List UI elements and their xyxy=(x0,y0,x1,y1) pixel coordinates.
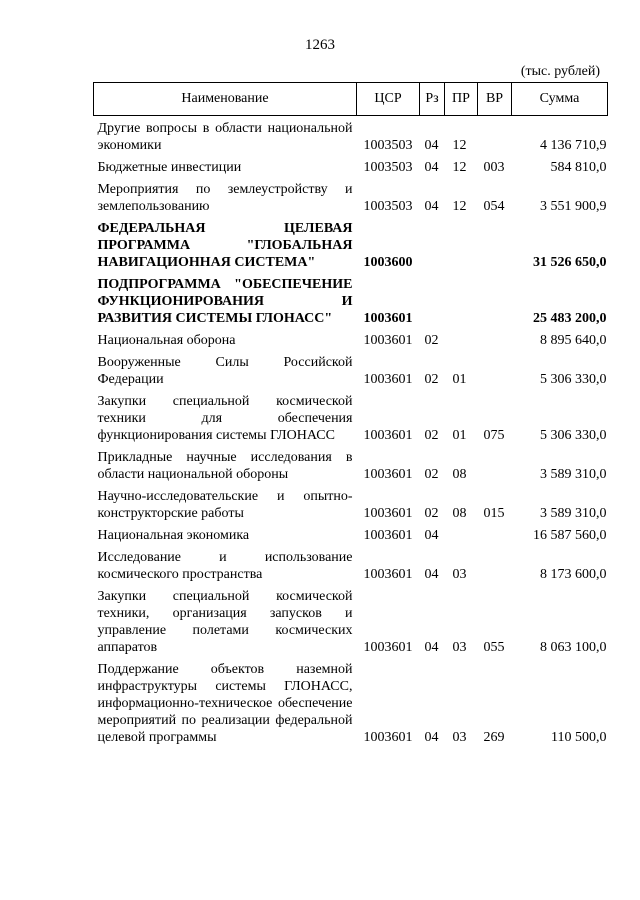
row-vr xyxy=(478,449,512,488)
row-vr xyxy=(478,354,512,393)
row-pr: 12 xyxy=(452,138,467,153)
row-rz xyxy=(420,220,445,276)
row-sum: 16 587 560,0 xyxy=(533,528,607,543)
row-name: ФЕДЕРАЛЬНАЯ ЦЕЛЕВАЯ ПРОГРАММА "ГЛОБАЛЬНАЯ НАВИГАЦИОННАЯ СИСТЕМА" xyxy=(97,221,353,270)
header-name: Наименование xyxy=(94,83,357,116)
row-pr: 12 xyxy=(452,160,467,175)
table-row xyxy=(94,588,608,661)
row-vr xyxy=(478,549,512,588)
row-rz: 02 xyxy=(424,428,439,443)
page-number: 1263 xyxy=(305,37,335,53)
row-sum: 110 500,0 xyxy=(551,730,607,745)
table-row xyxy=(94,116,608,160)
table-row-program xyxy=(94,220,608,276)
row-csr: 1003601 xyxy=(363,640,413,655)
row-name: Другие вопросы в области национальной экономики xyxy=(97,121,353,153)
row-sum: 25 483 200,0 xyxy=(533,311,607,326)
row-name: Исследование и использование космического пространства xyxy=(97,550,353,582)
row-csr: 1003601 xyxy=(363,567,413,582)
row-csr: 1003601 xyxy=(363,372,413,387)
table-body xyxy=(94,116,608,752)
row-csr: 1003503 xyxy=(363,138,413,153)
row-name: Национальная оборона xyxy=(97,333,236,348)
row-vr xyxy=(478,276,512,332)
row-sum: 5 306 330,0 xyxy=(540,372,607,387)
row-sum: 584 810,0 xyxy=(550,160,607,175)
row-rz: 02 xyxy=(424,333,439,348)
row-csr: 1003601 xyxy=(363,333,413,348)
row-pr: 01 xyxy=(452,372,467,387)
table-row xyxy=(94,549,608,588)
row-csr: 1003601 xyxy=(363,528,413,543)
row-name: Поддержание объектов наземной инфраструктуры системы ГЛОНАСС, информационно-техническое обеспечение мероприятий по реализации федеральной целевой программы xyxy=(97,662,353,745)
row-sum: 8 173 600,0 xyxy=(540,567,607,582)
row-sum: 3 551 900,9 xyxy=(540,199,607,214)
row-csr: 1003601 xyxy=(363,428,413,443)
row-pr xyxy=(445,276,478,332)
row-pr xyxy=(445,332,478,354)
header-csr: ЦСР xyxy=(357,83,420,116)
row-name: Вооруженные Силы Российской Федерации xyxy=(97,355,353,387)
table-row xyxy=(94,449,608,488)
row-rz: 04 xyxy=(424,640,439,655)
table-row xyxy=(94,332,608,354)
row-pr: 08 xyxy=(452,506,467,521)
row-csr: 1003601 xyxy=(363,506,413,521)
table-row xyxy=(94,393,608,449)
row-pr: 03 xyxy=(452,730,467,745)
row-vr: 269 xyxy=(483,730,505,745)
row-csr: 1003600 xyxy=(363,255,413,270)
row-sum: 5 306 330,0 xyxy=(540,428,607,443)
table-row xyxy=(94,159,608,181)
row-rz: 02 xyxy=(424,467,439,482)
row-rz: 04 xyxy=(424,160,439,175)
table-row xyxy=(94,181,608,220)
row-pr xyxy=(445,220,478,276)
row-rz: 04 xyxy=(424,138,439,153)
row-name: Закупки специальной космической техники, организация запусков и управление полетами космических аппаратов xyxy=(97,589,353,655)
units-label: (тыс. рублей) xyxy=(520,64,600,79)
row-pr: 12 xyxy=(452,199,467,214)
row-vr xyxy=(478,116,512,160)
row-name: Бюджетные инвестиции xyxy=(97,160,242,175)
row-vr: 054 xyxy=(483,199,505,214)
row-name: Мероприятия по землеустройству и землепользованию xyxy=(97,182,353,214)
row-sum: 31 526 650,0 xyxy=(533,255,607,270)
row-rz: 04 xyxy=(424,567,439,582)
row-rz: 04 xyxy=(424,199,439,214)
row-csr: 1003601 xyxy=(363,467,413,482)
row-sum: 8 895 640,0 xyxy=(540,333,607,348)
row-csr: 1003601 xyxy=(363,311,413,326)
row-name: Закупки специальной космической техники для обеспечения функционирования системы ГЛОНАСС xyxy=(97,394,353,443)
row-name: Прикладные научные исследования в области национальной обороны xyxy=(97,450,353,482)
row-pr xyxy=(445,527,478,549)
table-row xyxy=(94,354,608,393)
row-rz: 02 xyxy=(424,372,439,387)
row-rz xyxy=(420,276,445,332)
table-row xyxy=(94,527,608,549)
row-csr: 1003503 xyxy=(363,160,413,175)
row-rz: 02 xyxy=(424,506,439,521)
row-csr: 1003601 xyxy=(363,730,413,745)
row-vr xyxy=(478,527,512,549)
header-rz: Рз xyxy=(420,83,445,116)
table-header xyxy=(94,83,608,116)
row-vr xyxy=(478,332,512,354)
row-pr: 01 xyxy=(452,428,467,443)
row-pr: 03 xyxy=(452,640,467,655)
row-name: Научно-исследовательские и опытно-конструкторские работы xyxy=(97,489,353,521)
header-vr: ВР xyxy=(478,83,512,116)
row-sum: 3 589 310,0 xyxy=(540,467,607,482)
row-vr: 075 xyxy=(483,428,505,443)
table-row xyxy=(94,488,608,527)
row-pr: 08 xyxy=(452,467,467,482)
row-vr: 015 xyxy=(483,506,505,521)
row-name: Национальная экономика xyxy=(97,528,250,543)
row-rz: 04 xyxy=(424,528,439,543)
row-vr: 055 xyxy=(483,640,505,655)
row-rz: 04 xyxy=(424,730,439,745)
row-sum: 8 063 100,0 xyxy=(540,640,607,655)
row-pr: 03 xyxy=(452,567,467,582)
header-sum: Сумма xyxy=(512,83,608,116)
row-csr: 1003503 xyxy=(363,199,413,214)
budget-table xyxy=(93,82,608,751)
table-row-subprogram xyxy=(94,276,608,332)
table-row xyxy=(94,661,608,751)
row-name: ПОДПРОГРАММА "ОБЕСПЕЧЕНИЕ ФУНКЦИОНИРОВАНИЯ И РАЗВИТИЯ СИСТЕМЫ ГЛОНАСС" xyxy=(97,277,353,326)
row-sum: 4 136 710,9 xyxy=(540,138,607,153)
row-sum: 3 589 310,0 xyxy=(540,506,607,521)
row-vr: 003 xyxy=(483,160,505,175)
row-vr xyxy=(478,220,512,276)
header-pr: ПР xyxy=(445,83,478,116)
